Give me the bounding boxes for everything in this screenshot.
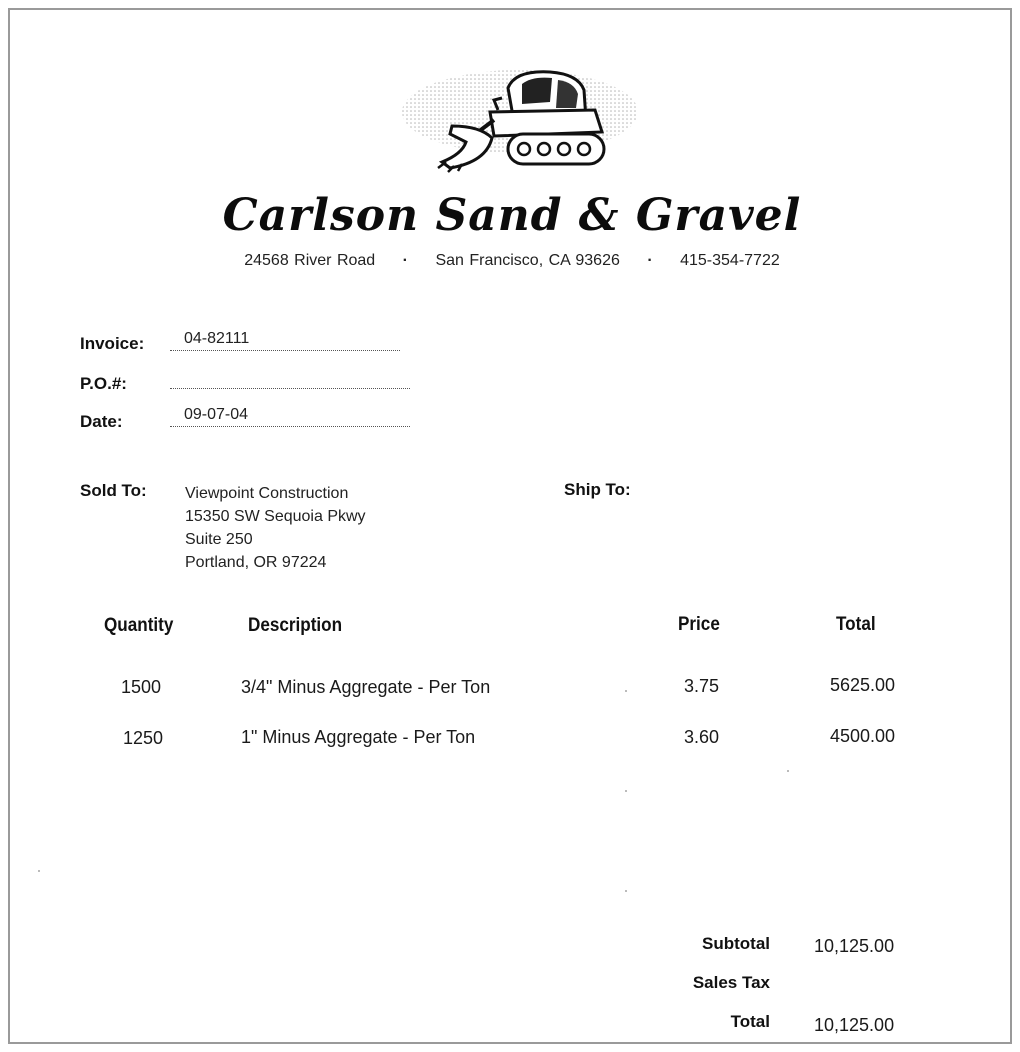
total-label: Total	[730, 1012, 770, 1031]
sold-to-line: 15350 SW Sequoia Pkwy	[185, 508, 366, 525]
invoice-underline	[170, 350, 400, 351]
row-total: 4500.00	[830, 726, 896, 746]
scan-speck	[787, 770, 789, 772]
scan-speck	[625, 890, 627, 892]
date-underline	[170, 426, 410, 427]
subtotal-label: Subtotal	[702, 934, 770, 953]
subtotal-value: 10,125.00	[814, 936, 895, 956]
total-header: Total	[836, 614, 876, 635]
company-address	[10, 252, 1014, 270]
sold-to-line: Portland, OR 97224	[185, 554, 327, 571]
company-name: Carlson Sand & Gravel	[222, 190, 802, 241]
scan-speck	[625, 690, 627, 692]
description-header: Description	[248, 615, 343, 636]
sold-to-line: Suite 250	[185, 531, 253, 548]
po-underline	[170, 388, 410, 389]
bulldozer-icon	[390, 50, 645, 175]
sales-tax-label: Sales Tax	[692, 973, 770, 992]
company-phone: 415-354-7722	[680, 252, 780, 269]
invoice-page	[8, 8, 1012, 1044]
row-price: 3.75	[684, 676, 720, 696]
row-description: 1" Minus Aggregate - Per Ton	[241, 727, 476, 747]
row-quantity: 1500	[121, 677, 162, 697]
row-quantity: 1250	[123, 728, 164, 748]
total-value: 10,125.00	[814, 1015, 895, 1035]
row-description: 3/4" Minus Aggregate - Per Ton	[241, 677, 491, 697]
company-street: 24568 River Road	[244, 252, 376, 269]
address-separator: ·	[402, 252, 408, 269]
row-price: 3.60	[684, 727, 720, 747]
date-label: Date:	[80, 412, 123, 431]
scan-speck	[625, 790, 627, 792]
invoice-date: 09-07-04	[184, 406, 249, 423]
sold-to-label: Sold To:	[80, 481, 147, 500]
company-city: San Francisco, CA 93626	[435, 252, 620, 269]
sold-to-address	[185, 482, 366, 574]
row-total: 5625.00	[830, 675, 896, 695]
scan-speck	[38, 870, 40, 872]
invoice-number: 04-82111	[184, 330, 250, 347]
quantity-header: Quantity	[104, 615, 174, 636]
price-header: Price	[678, 614, 720, 635]
address-separator: ·	[647, 252, 653, 269]
po-label: P.O.#:	[80, 374, 127, 393]
sold-to-line: Viewpoint Construction	[185, 485, 349, 502]
ship-to-label: Ship To:	[564, 480, 631, 499]
invoice-label: Invoice:	[80, 334, 145, 353]
